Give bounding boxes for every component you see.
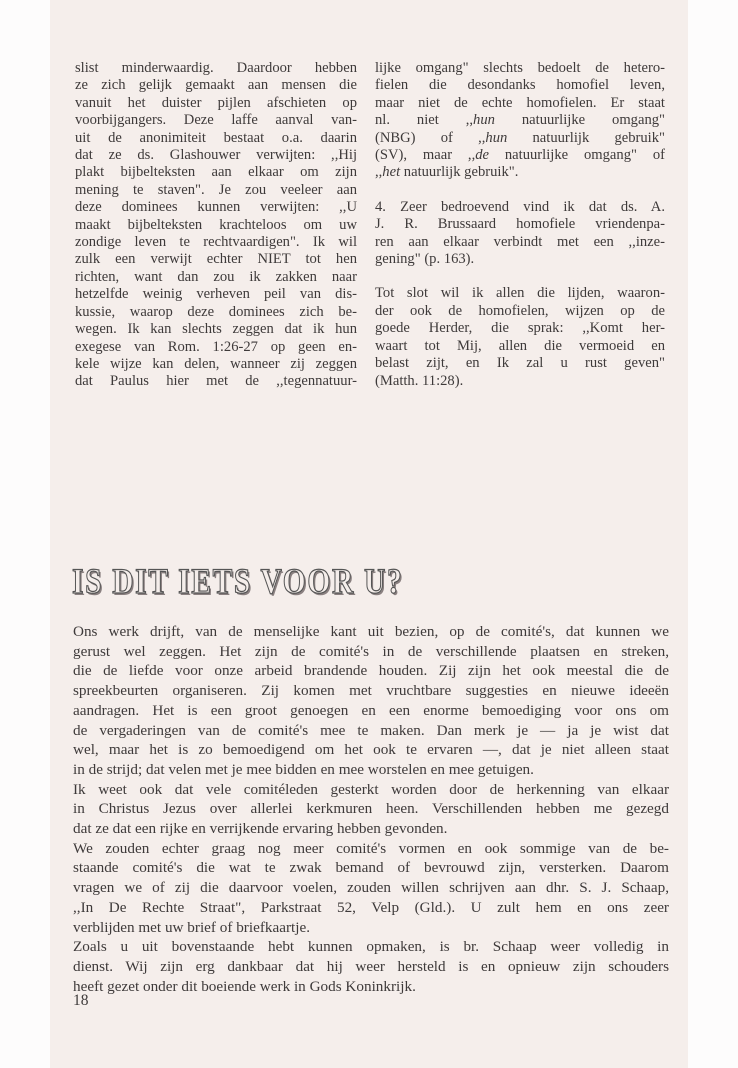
text-line — [73, 701, 669, 721]
text-line — [75, 269, 357, 286]
paragraph — [375, 199, 665, 269]
text-segment: gerust wel zeggen. Het zijn de comité's in de verschillende plaatsen en streken, — [73, 642, 669, 660]
text-segment: maakt bijbelteksten krachteloos om uw — [75, 216, 357, 233]
text-segment: J. R. Brussaard homofiele vriendenpa- — [375, 216, 665, 233]
paragraph — [375, 60, 665, 182]
text-segment: staande comité's die wat te zwak bemand of bevrouwd zijn, versterken. Daarom — [73, 859, 669, 877]
text-line — [75, 182, 357, 199]
text-segment: ren aan elkaar verbindt met een ,,inze- — [375, 233, 665, 250]
text-segment: ,, — [375, 164, 383, 181]
article-body — [73, 622, 669, 996]
text-segment: natuurlijke omgang" — [494, 112, 665, 129]
text-segment: hetzelfde weinig verheven peil van dis- — [75, 286, 357, 303]
text-segment: Zoals u uit bovenstaande hebt kunnen opmaken, is br. Schaap weer volledig in — [73, 938, 669, 956]
page-number: 18 — [73, 992, 89, 1009]
text-line — [375, 199, 665, 216]
text-line — [75, 356, 357, 373]
text-line — [73, 760, 669, 780]
text-line — [375, 373, 665, 390]
text-line — [75, 199, 357, 216]
text-line — [375, 164, 665, 181]
italic-text: de — [475, 147, 490, 164]
text-segment: plakt bijbelteksten aan elkaar om zijn — [75, 164, 357, 181]
text-line — [75, 60, 357, 77]
text-line — [75, 234, 357, 251]
text-line — [375, 77, 665, 94]
text-line — [75, 251, 357, 268]
italic-text: het — [382, 164, 401, 181]
text-segment: goede Herder, die sprak: ,,Komt her- — [375, 320, 665, 337]
text-segment: kele wijze kan delen, wanneer zij zeggen — [75, 355, 357, 372]
text-segment: der ook de homofielen, wijzen op de — [375, 302, 665, 319]
text-segment: (SV), maar ,, — [375, 147, 476, 164]
text-segment: natuurlijk gebruik". — [400, 164, 519, 181]
text-line — [375, 60, 665, 77]
text-line — [73, 661, 669, 681]
text-line — [375, 303, 665, 320]
text-line — [75, 339, 357, 356]
text-segment: verblijden met uw brief of briefkaartje. — [73, 918, 310, 936]
paragraph — [73, 839, 669, 938]
text-segment: maar niet de echte homofielen. Er staat — [375, 94, 665, 111]
text-segment: natuurlijke omgang" of — [489, 147, 665, 164]
text-segment: zulk een verwijt echter NIET tot hen — [75, 251, 357, 268]
text-line — [73, 839, 669, 859]
text-line — [75, 304, 357, 321]
text-segment: Ons werk drijft, van de menselijke kant uit bezien, op de comité's, dat kunnen we — [73, 623, 669, 640]
text-line — [375, 320, 665, 337]
text-line — [375, 285, 665, 302]
text-line — [375, 338, 665, 355]
text-line — [73, 799, 669, 819]
text-segment: mening te staven". Je zou veeleer aan — [75, 181, 357, 198]
text-segment: vragen we of zij die daarvoor voelen, zouden willen schrijven aan dhr. S. J. Schaap, — [73, 879, 669, 897]
text-line — [375, 216, 665, 233]
text-segment: We zouden echter graag nog meer comité's vormen en ook sommige van de be- — [73, 839, 669, 857]
text-line — [375, 147, 665, 164]
text-line — [73, 937, 669, 957]
text-segment: aandragen. Het is een groot genoegen en een enorme bemoediging voor ons om — [73, 701, 669, 719]
text-segment: dat Paulus hier met de ,,tegennatuur- — [75, 373, 357, 390]
text-segment: die de liefde voor onze arbeid brandende houden. Zij zijn het ook meestal die de — [73, 662, 669, 680]
right-column — [375, 60, 665, 390]
text-line — [75, 286, 357, 303]
text-line — [73, 740, 669, 760]
paragraph — [75, 60, 357, 391]
text-line — [73, 918, 669, 938]
text-line — [73, 819, 669, 839]
text-line — [73, 858, 669, 878]
text-line — [75, 321, 357, 338]
text-line — [73, 622, 669, 642]
text-segment: exegese van Rom. 1:26-27 op geen en- — [75, 338, 357, 355]
text-line — [73, 977, 669, 997]
paragraph-gap — [375, 268, 665, 285]
paragraph — [73, 622, 669, 780]
left-column — [75, 60, 357, 391]
text-line — [75, 77, 357, 94]
paragraph-gap — [375, 182, 665, 199]
text-line — [73, 681, 669, 701]
text-line — [73, 898, 669, 918]
text-line — [75, 147, 357, 164]
text-segment: lijke omgang" slechts bedoelt de hetero- — [375, 60, 665, 76]
text-segment: (Matth. 11:28). — [375, 372, 464, 389]
text-line — [73, 721, 669, 741]
paragraph — [375, 285, 665, 389]
text-segment: gening" (p. 163). — [375, 251, 475, 268]
text-segment: wel, maar het is zo bemoedigend om het ook te ervaren —, dat je niet alleen staat — [73, 741, 669, 759]
text-segment: vanuit het duister pijlen afschieten op — [75, 94, 357, 111]
text-segment: heeft gezet onder dit boeiende werk in Gods Koninkrijk. — [73, 977, 416, 995]
text-line — [375, 112, 665, 129]
text-segment: nl. niet ,, — [375, 112, 474, 129]
text-segment: Ik weet ook dat vele comitéleden gesterkt worden door de herkenning van elkaar — [73, 780, 669, 798]
text-segment: spreekbeurten organiseren. Zij komen met vruchtbare suggesties en nieuwe ideeën — [73, 682, 669, 700]
text-line — [375, 234, 665, 251]
text-line — [75, 164, 357, 181]
text-segment: in Christus Jezus over allerlei kerkmuren heen. Verschillenden hebben me gezegd — [73, 800, 669, 818]
text-segment: 4. Zeer bedroevend vind ik dat ds. A. — [375, 198, 665, 215]
text-line — [75, 95, 357, 112]
text-line — [75, 130, 357, 147]
text-line — [375, 95, 665, 112]
paragraph — [73, 937, 669, 996]
text-segment: zondige leven te rechtvaardigen". Ik wil — [75, 234, 357, 251]
paragraph — [73, 780, 669, 839]
text-segment: wegen. Ik kan slechts zeggen dat ik hun — [75, 321, 357, 338]
text-segment: Tot slot wil ik allen die lijden, waaron- — [375, 285, 665, 302]
article-title: IS DIT IETS VOOR U? — [72, 561, 404, 601]
text-segment: waart tot Mij, allen die vermoeid en — [375, 337, 665, 354]
text-segment: ze zich gelijk gemaakt aan mensen die — [75, 77, 357, 94]
text-segment: dienst. Wij zijn erg dankbaar dat hij weer hersteld is en opnieuw zijn schouders — [73, 957, 669, 975]
text-segment: fielen die desondanks homofiel leven, — [375, 77, 665, 94]
text-line — [73, 957, 669, 977]
text-line — [75, 217, 357, 234]
text-segment: dat ze ds. Glashouwer verwijten: ,,Hij — [75, 147, 357, 164]
text-segment: in de strijd; dat velen met je mee bidden en mee worstelen en mee getuigen. — [73, 760, 534, 778]
italic-text: hun — [473, 112, 495, 129]
text-line — [75, 112, 357, 129]
text-segment: belast zijt, en Ik zal u rust geven" — [375, 355, 665, 372]
text-line — [73, 878, 669, 898]
text-segment: dat ze dat een rijke en verrijkende ervaring hebben gevonden. — [73, 820, 448, 838]
text-segment: natuurlijk gebruik" — [507, 129, 665, 146]
text-segment: slist minderwaardig. Daardoor hebben — [75, 60, 357, 76]
text-line — [375, 355, 665, 372]
text-segment: uit de anonimiteit bestaat o.a. daarin — [75, 129, 357, 146]
text-segment: voorbijgangers. Deze laffe aanval van- — [75, 112, 357, 129]
text-line — [375, 251, 665, 268]
text-segment: deze dominees kunnen verwijten: ,,U — [75, 199, 357, 216]
text-segment: richten, want dan zou ik zakken naar — [75, 268, 357, 285]
text-line — [73, 642, 669, 662]
text-segment: kussie, waarop deze dominees zich be- — [75, 303, 357, 320]
text-segment: (NBG) of ,, — [375, 129, 486, 146]
text-line — [75, 373, 357, 390]
italic-text: hun — [485, 129, 508, 146]
text-segment: ,,In De Rechte Straat", Parkstraat 52, Velp (Gld.). U zult hem en ons zeer — [73, 898, 669, 916]
text-segment: de vergaderingen van de comité's mee te maken. Dan merk je — ja je wist dat — [73, 721, 669, 739]
text-line — [375, 130, 665, 147]
text-line — [73, 780, 669, 800]
